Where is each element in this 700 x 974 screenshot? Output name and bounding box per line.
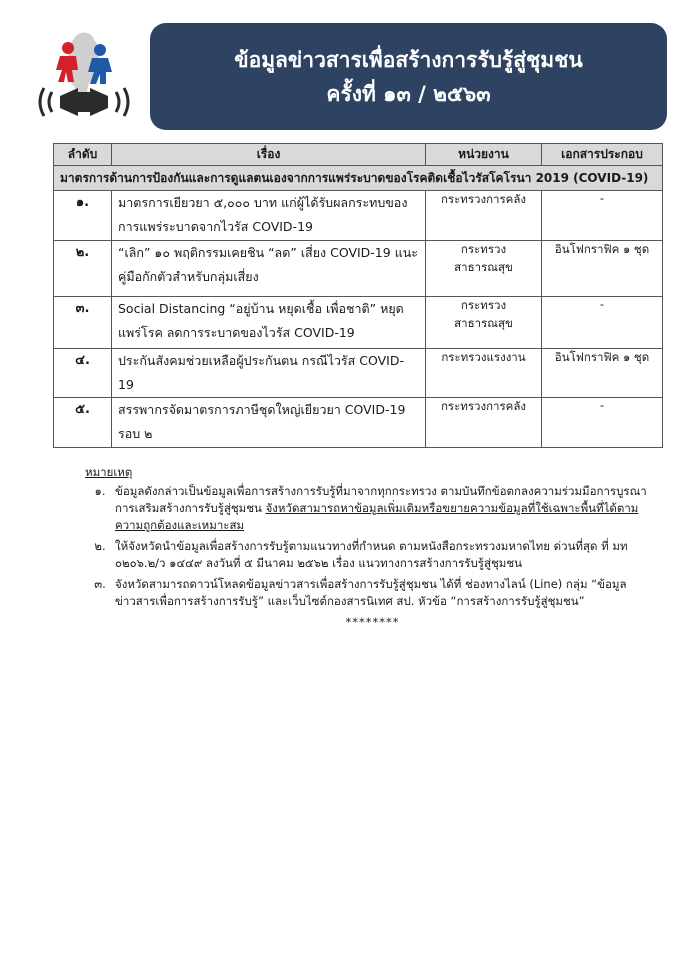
row-number: ๓. [54,297,112,349]
row-documents: อินโฟกราฟิค ๑ ชุด [542,349,663,398]
table-header-row [54,144,663,166]
note-text: ให้จังหวัดนำข้อมูลเพื่อสร้างการรับรู้ตามแนวทางที่กำหนด ตามหนังสือกระทรวงมหาดไทย ด่วนที่สุด ที่ มท ๐๒๐๖.๒/ว ๑๔๔๙ ลงวันที่ ๕ มีนาคม ๒๕๖๒ เรื่อง แนวทางการสร้างการรับรู้สู่ชุมชน [115,539,628,570]
title-line-1: ข้อมูลข่าวสารเพื่อสร้างการรับรู้สู่ชุมชน [234,47,583,72]
note-item [85,483,660,534]
row-number: ๒. [54,241,112,297]
row-documents: อินโฟกราฟิค ๑ ชุด [542,241,663,297]
row-documents: - [542,297,663,349]
row-topic: ประกันสังคมช่วยเหลือผู้ประกันตน กรณีไวรัส COVID-19 [112,349,426,398]
title-line-2: ครั้งที่ ๑๓ / ๒๕๖๓ [326,81,491,106]
end-mark: ******** [345,615,400,629]
news-table [53,143,663,448]
table-row [54,241,663,297]
section-title: มาตรการด้านการป้องกันและการดูแลตนเองจากการแพร่ระบาดของโรคติดเชื้อไวรัสโคโรนา 2019 (COVID-19) [54,166,663,191]
row-agency: กระทรวงการคลัง [426,398,542,448]
note-text [115,483,660,534]
table-row [54,398,663,448]
community-broadcast-logo [30,26,138,126]
row-topic: “เลิก” ๑๐ พฤติกรรมเคยชิน “ลด” เสี่ยง COVID-19 แนะคู่มือกักตัวสำหรับกลุ่มเสี่ยง [112,241,426,297]
row-number: ๔. [54,349,112,398]
header-topic: เรื่อง [112,144,426,166]
row-documents: - [542,191,663,241]
row-documents: - [542,398,663,448]
note-number: ๓. [94,577,106,591]
row-topic: มาตรการเยียวยา ๕,๐๐๐ บาท แก่ผู้ได้รับผลกระทบของการแพร่ระบาดจากไวรัส COVID-19 [112,191,426,241]
note-text-plain: ข้อมูลดังกล่าวเป็นข้อมูลเพื่อการสร้างการรับรู้ที่มาจากทุกกระทรวง ตามบันทึกข้อตกลงความร่วมมือการบูรณาการเสริมสร้างการรับรู้สู่ชุมชน [115,484,647,515]
note-item [85,576,660,610]
row-agency: กระทรวงสาธารณสุข [426,297,542,349]
header-order: ลำดับ [54,144,112,166]
note-number: ๑. [94,484,106,498]
row-agency: กระทรวงแรงงาน [426,349,542,398]
notes-heading: หมายเหตุ [85,465,133,479]
header-documents: เอกสารประกอบ [542,144,663,166]
note-text-underlined: จังหวัดสามารถหาข้อมูลเพิ่มเติมหรือขยายความข้อมูลที่ใช้เฉพาะพื้นที่ได้ตามความถูกต้องและเหมาะสม [115,501,639,532]
row-number: ๑. [54,191,112,241]
row-topic: สรรพากรจัดมาตรการภาษีชุดใหญ่เยียวยา COVID-19 รอบ ๒ [112,398,426,448]
header-agency: หน่วยงาน [426,144,542,166]
section-row [54,166,663,191]
title-banner [150,23,667,130]
row-topic: Social Distancing “อยู่บ้าน หยุดเชื้อ เพื่อชาติ” หยุดแพร่โรค ลดการระบาดของไวรัส COVID-19 [112,297,426,349]
row-agency: กระทรวงสาธารณสุข [426,241,542,297]
row-agency: กระทรวงการคลัง [426,191,542,241]
note-item [85,538,660,572]
row-number: ๕. [54,398,112,448]
notes-section [85,464,660,631]
table-row [54,349,663,398]
note-number: ๒. [94,539,106,553]
table-row [54,297,663,349]
table-row [54,191,663,241]
note-text: จังหวัดสามารถดาวน์โหลดข้อมูลข่าวสารเพื่อสร้างการรับรู้สู่ชุมชน ได้ที่ ช่องทางไลน์ (Line) กลุ่ม “ข้อมูลข่าวสารเพื่อการสร้างการรับรู้” และเว็บไซต์กองสารนิเทศ สป. หัวข้อ “การสร้างการรับรู้สู่ชุมชน” [115,577,627,608]
